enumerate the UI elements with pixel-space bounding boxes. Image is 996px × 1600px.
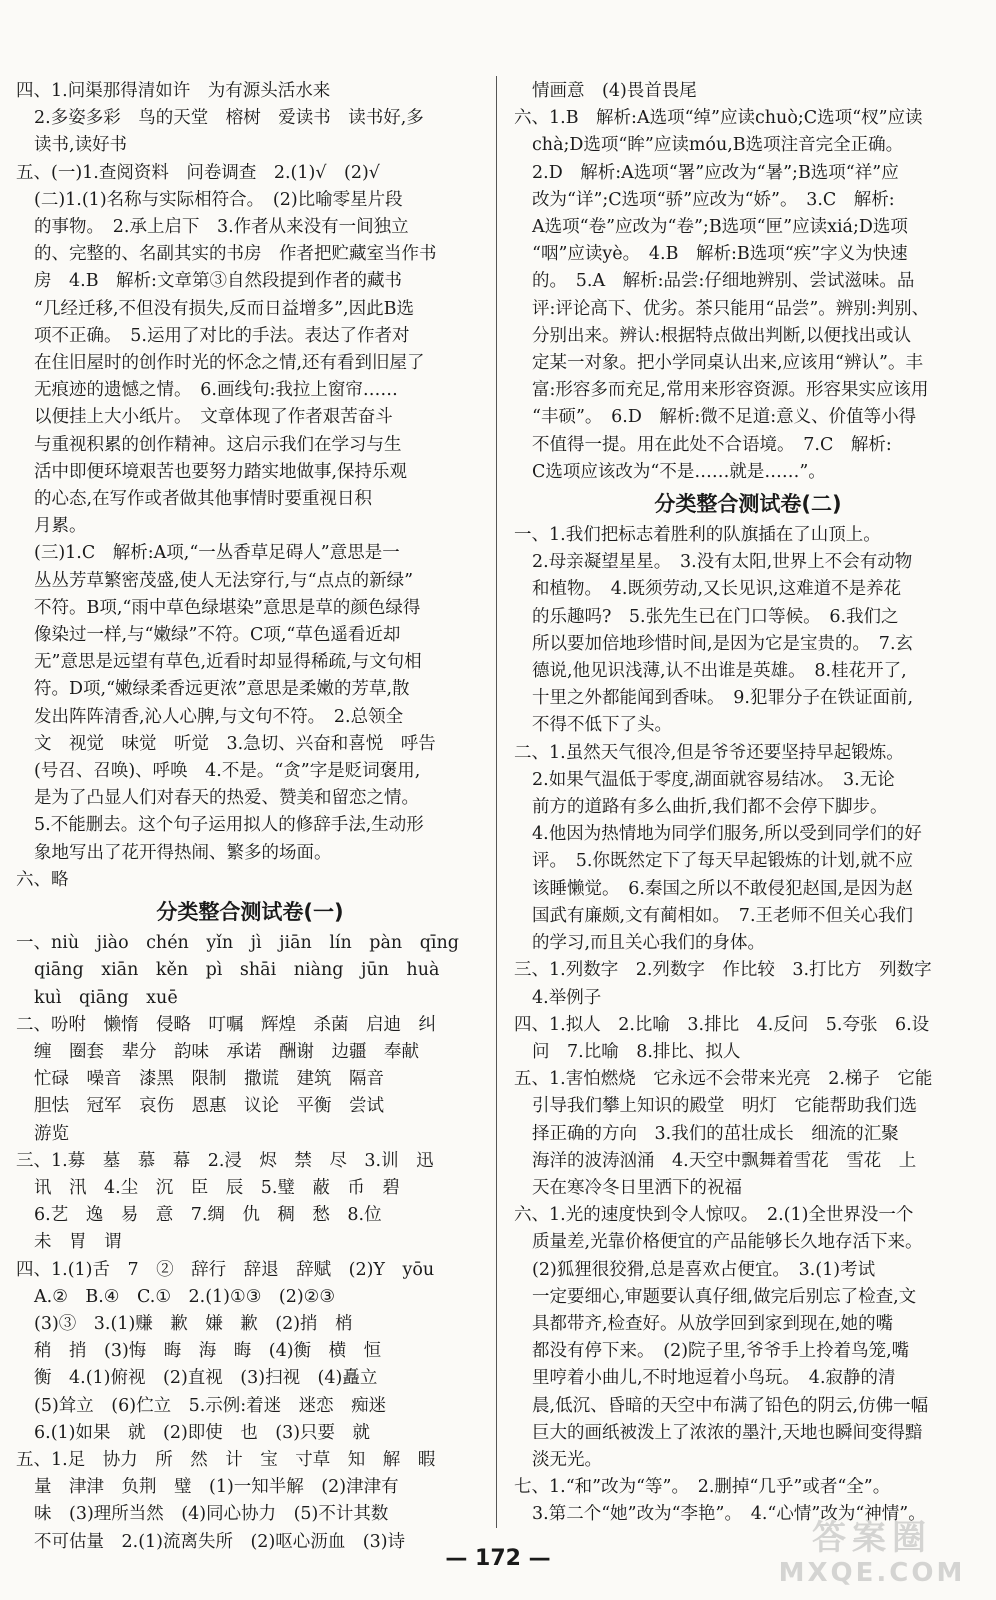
answer-line: 的、完整的、名副其实的书房 作者把贮藏室当作书 [34,244,437,265]
answer-line: 活中即便环境艰苦也要努力踏实地做事,保持乐观 [34,461,408,482]
answer-line: 无痕迹的遗憾之情。 6.画线句:我拉上窗帘…… [34,380,398,401]
answer-line: “几经迁移,不但没有损失,反而日益增多”,因此B选 [34,298,414,319]
answer-line: 是为了凸显人们对春天的热爱、赞美和留恋之情。 [34,788,419,809]
answer-line: 2.多姿多彩 鸟的天堂 榕树 爱读书 读书好,多 [34,108,424,129]
answer-line: (号召、召唤)、呼唤 4.不是。“贪”字是贬词褒用, [34,761,421,782]
left-column [16,78,484,1556]
answer-line: 六、略 [16,869,69,890]
answer-line: 2.母亲凝望星星。 3.没有太阳,世界上不会有动物 [532,552,913,573]
answer-line: 四、1.问渠那得清如许 为有源头活水来 [16,81,331,101]
answer-line: 缠 圈套 辈分 韵味 承诺 酬谢 边疆 奉献 [34,1041,419,1062]
answer-line: 二、吩咐 懒惰 侵略 叮嘱 辉煌 杀菌 启迪 纠 [16,1014,436,1035]
page-number: — 172 — [445,1546,551,1571]
answer-line: 在住旧屋时的创作时光的怀念之情,还有看到旧屋了 [34,353,425,374]
answer-line: 分别出来。辨认:根据特点做出判断,以便找出或认 [532,325,911,346]
answer-line: chà;D选项“眸”应读móu,B选项注音完全正确。 [532,135,904,156]
answer-line: 和植物。 4.既须劳动,又长见识,这难道不是养花 [532,579,902,600]
answer-line: 不值得一提。用在此处不合语境。 7.C 解析: [532,434,892,455]
answer-line: 德说,他见识浅薄,认不出谁是英雄。 8.桂花开了, [532,661,907,682]
answer-line: 的学习,而且关心我们的身体。 [532,933,766,954]
answer-line: 都没有停下来。 (2)院子里,爷爷手上拎着鸟笼,嘴 [532,1341,910,1362]
answer-line: 评。 5.你既然定下了每天早起锻炼的计划,就不应 [532,851,914,872]
answer-line: 3.第二个“她”改为“李艳”。 4.“心情”改为“神情”。 [532,1504,926,1525]
answer-line: 择正确的方向 3.我们的茁壮成长 细流的汇聚 [532,1123,899,1144]
answer-line: C选项应该改为“不是……就是……”。 [532,461,826,482]
answer-line: 海洋的波涛汹涌 4.天空中飘舞着雪花 雪花 上 [532,1150,917,1171]
answer-line: “咽”应读yè。 4.B 解析:B选项“疾”字义为快速 [532,244,908,265]
answer-line: 符。D项,“嫩绿柔香远更浓”意思是柔嫩的芳草,散 [34,679,410,700]
answer-line: qiāng xiān kěn pì shāi niàng jūn huà [34,960,440,981]
answer-line: 量 津津 负荆 璧 (1)一知半解 (2)津津有 [34,1477,399,1498]
answer-line: 无”意思是远望有草色,近看时却显得稀疏,与文句相 [34,652,422,673]
answer-line: (2)狐狸很狡猾,总是喜欢占便宜。 3.(1)考试 [532,1259,876,1280]
answer-line: 读书,读好书 [34,135,128,156]
answer-line: A选项“卷”应改为“卷”;B选项“匣”应读xiá;D选项 [532,217,908,238]
answer-line: 不可估量 2.(1)流离失所 (2)呕心沥血 (3)诗 [34,1531,406,1552]
answer-line: (3)③ 3.(1)赚 歉 嫌 歉 (2)捎 梢 [34,1313,353,1334]
answer-line: 以便挂上大小纸片。 文章体现了作者艰苦奋斗 [34,407,393,428]
answer-line: 三、1.募 墓 慕 幕 2.浸 烬 禁 尽 3.训 迅 [16,1150,434,1171]
answer-line: 文 视觉 味觉 听觉 3.急切、兴奋和喜悦 呼告 [34,733,436,754]
answer-line: 定某一对象。把小学同桌认出来,应该用“辨认”。丰 [532,353,923,374]
answer-line: kuì qiāng xuē [34,987,178,1008]
answer-line: 一定要细心,审题要认真仔细,做完后别忘了检查,文 [532,1286,917,1307]
answer-line: 巨大的画纸被泼上了浓浓的墨汁,天地也瞬间变得黯 [532,1422,923,1443]
answer-line: 发出阵阵清香,沁人心脾,与文句不符。 2.总领全 [34,706,404,727]
answer-line: 未 胃 谓 [34,1232,122,1253]
answer-line: 所以要加倍地珍惜时间,是因为它是宝贵的。 7.玄 [532,633,914,654]
answer-line: 七、1.“和”改为“等”。 2.删掉“几乎”或者“全”。 [514,1477,891,1498]
answer-line: 的乐趣吗? 5.张先生已在门口等候。 6.我们之 [532,606,899,627]
answer-line: 月累。 [34,516,87,537]
answer-line: 与重视积累的创作精神。这启示我们在学习与生 [34,434,402,455]
answer-line: 2.D 解析:A选项“署”应改为“暑”;B选项“祥”应 [532,162,899,183]
answer-line: 里哼着小曲儿,不时地逗着小鸟玩。 4.寂静的清 [532,1368,896,1389]
answer-line: 项不正确。 5.运用了对比的手法。表达了作者对 [34,325,410,346]
answer-line: 4.举例子 [532,987,602,1008]
answer-line: 前方的道路有多么曲折,我们都不会停下脚步。 [532,797,888,818]
answer-line: 三、1.列数字 2.列数字 作比较 3.打比方 列数字 [514,960,932,981]
answer-line: 的。 5.A 解析:品尝:仔细地辨别、尝试滋味。品 [532,271,915,292]
answer-line: 五、1.害怕燃烧 它永远不会带来光亮 2.梯子 它能 [514,1069,933,1090]
answer-line: 国武有廉颇,文有蔺相如。 7.王老师不但关心我们 [532,905,914,926]
answer-line: 6.(1)如果 就 (2)即使 也 (3)只要 就 [34,1422,371,1443]
answer-line: 评:评论高下、优劣。茶只能用“品尝”。辨别:判别、 [532,298,930,319]
answer-line: 四、1.拟人 2.比喻 3.排比 4.反问 5.夸张 6.设 [514,1014,930,1035]
answer-line: 不符。B项,“雨中草色绿堪染”意思是草的颜色绿得 [34,597,421,618]
answer-line: 6.艺 逸 易 意 7.绸 仇 稠 愁 8.位 [34,1205,382,1226]
watermark-logo [762,1518,982,1592]
answer-line: 晨,低沉、昏暗的天空中布满了铅色的阴云,仿佛一幅 [532,1395,929,1416]
answer-line: 游览 [34,1123,69,1144]
section-heading: 分类整合测试卷(一) [156,900,344,925]
answer-line: 六、1.B 解析:A选项“绰”应读chuò;C选项“杈”应读 [514,108,923,129]
answer-line: 象地写出了花开得热闹、繁多的场面。 [34,842,332,863]
answer-line: 丛丛芳草繁密茂盛,使人无法穿行,与“点点的新绿” [34,570,414,591]
answer-line: 的事物。 2.承上启下 3.作者从来没有一间独立 [34,217,409,238]
column-divider [496,76,497,1528]
answer-line: (5)耸立 (6)伫立 5.示例:着迷 迷恋 痴迷 [34,1395,387,1416]
answer-line: 五、1.足 协力 所 然 计 宝 寸草 知 解 暇 [16,1449,436,1470]
answer-line: 六、1.光的速度快到令人惊叹。 2.(1)全世界没一个 [514,1205,914,1226]
answer-line: 稍 捎 (3)悔 晦 海 晦 (4)衡 横 恒 [34,1341,382,1362]
answer-line: 改为“详”;C选项“骄”应改为“娇”。 3.C 解析: [532,189,895,210]
answer-line: “丰硕”。 6.D 解析:微不足道:意义、价值等小得 [532,407,917,428]
answer-line: 富:形容多而充足,常用来形容资源。形容果实应该用 [532,380,929,401]
answer-line: 十里之外都能闻到香味。 9.犯罪分子在铁证面前, [532,688,914,709]
answer-line: 五、(一)1.查阅资料 问卷调查 2.(1)√ (2)√ [16,162,380,183]
answer-line: 味 (3)理所当然 (4)同心协力 (5)不计其数 [34,1504,389,1525]
answer-line: 问 7.比喻 8.排比、拟人 [532,1041,741,1062]
answer-line: 5.不能删去。这个句子运用拟人的修辞手法,生动形 [34,815,424,836]
section-heading: 分类整合测试卷(二) [654,492,842,517]
answer-line: 的心态,在写作或者做其他事情时要重视日积 [34,489,373,510]
answer-line: (三)1.C 解析:A项,“一丛香草足碍人”意思是一 [34,543,400,564]
answer-line: 房 4.B 解析:文章第③自然段提到作者的藏书 [34,271,402,292]
answer-line: 一、niù jiào chén yǐn jì jiān lín pàn qīng [16,933,459,954]
right-column [514,78,982,1529]
answer-line: 不得不低下了头。 [532,715,672,736]
answer-line: 讯 汛 4.尘 沉 臣 辰 5.璧 蔽 币 碧 [34,1177,400,1198]
answer-line: 衡 4.(1)俯视 (2)直视 (3)扫视 (4)矗立 [34,1368,378,1389]
answer-line: 二、1.虽然天气很冷,但是爷爷还要坚持早起锻炼。 [514,742,904,763]
answer-line: 四、1.(1)舌 7 ② 辞行 辞退 辞赋 (2)Y yōu [16,1259,435,1280]
answer-line: 2.如果气温低于零度,湖面就容易结冰。 3.无论 [532,769,895,790]
answer-line: 引导我们攀上知识的殿堂 明灯 它能帮助我们选 [532,1096,917,1117]
answer-line: 质量差,光靠价格便宜的产品能够长久地存活下来。 [532,1232,923,1253]
watermark-top-text: 答案圈 [812,1518,932,1558]
answer-line: 像染过一样,与“嫩绿”不符。C项,“草色遥看近却 [34,625,401,646]
answer-line: 具都带齐,检查好。从放学回到家到现在,她的嘴 [532,1313,894,1334]
watermark-bottom-text: MXQE.COM [778,1558,966,1588]
answer-line: 淡无光。 [532,1449,602,1470]
answer-line: 该睡懒觉。 6.秦国之所以不敢侵犯赵国,是因为赵 [532,878,914,899]
answer-line: (二)1.(1)名称与实际相符合。 (2)比喻零星片段 [34,189,403,210]
answer-line: 胆怯 冠军 哀伤 恩惠 议论 平衡 尝试 [34,1096,384,1117]
answer-line: A.② B.④ C.① 2.(1)①③ (2)②③ [34,1286,336,1307]
answer-line: 忙碌 噪音 漆黑 限制 撒谎 建筑 隔音 [34,1069,384,1090]
answer-line: 一、1.我们把标志着胜利的队旗插在了山顶上。 [514,525,881,546]
answer-line: 天在寒冷冬日里洒下的祝福 [532,1177,742,1198]
answer-line: 4.他因为热情地为同学们服务,所以受到同学们的好 [532,824,922,845]
answer-line: 情画意 (4)畏首畏尾 [532,81,697,101]
